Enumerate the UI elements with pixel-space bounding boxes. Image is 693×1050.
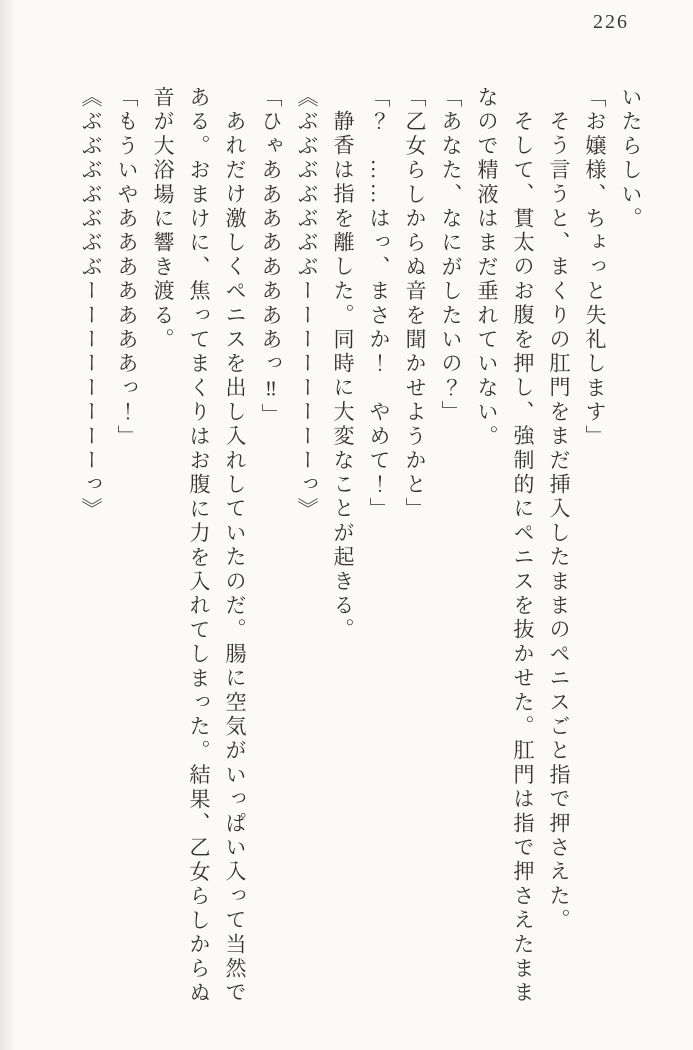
text-column-9: 静香は指を離した。同時に大変なことが起きる。 — [331, 110, 355, 643]
text-column-8: 「？ ……はっ、まさか！ やめて！」 — [367, 86, 391, 522]
text-column-1: いたらしい。 — [619, 86, 643, 232]
text-column-10: 《ぶぶぶぶぶぶぶーーーーーーーーっ》 — [295, 86, 319, 522]
text-column-3: そう言うと、まくりの肛門をまだ挿入したままのペニスごと指で押さえた。 — [547, 110, 571, 933]
vertical-text-block — [73, 86, 649, 1034]
text-column-5: なので精液はまだ垂れていない。 — [475, 86, 499, 449]
text-column-4: そして、貫太のお腹を押し、強制的にペニスを抜かせた。肛門は指で押さえたまま — [511, 110, 535, 1006]
page-number: 226 — [593, 11, 629, 33]
text-column-2: 「お嬢様、ちょっと失礼します」 — [583, 86, 607, 449]
text-column-6: 「あなた、なにがしたいの？」 — [439, 86, 463, 425]
page-gutter-shadow — [0, 0, 16, 1050]
text-column-7: 「乙女らしからぬ音を聞かせようかと」 — [403, 86, 427, 522]
text-column-16: 《ぶぶぶぶぶぶぶーーーーーーーーっ》 — [79, 86, 103, 522]
text-column-13: ある。おまけに、焦ってまくりはお腹に力を入れてしまった。結果、乙女らしからぬ — [187, 86, 211, 1006]
text-column-11: 「ひゃああああああああっ‼」 — [259, 86, 283, 428]
text-column-14: 音が大浴場に響き渡る。 — [151, 86, 175, 353]
text-column-15: 「もういやあああああああっ！」 — [115, 86, 139, 449]
text-column-12: あれだけ激しくペニスを出し入れしていたのだ。腸に空気がいっぱい入って当然で — [223, 110, 247, 1006]
